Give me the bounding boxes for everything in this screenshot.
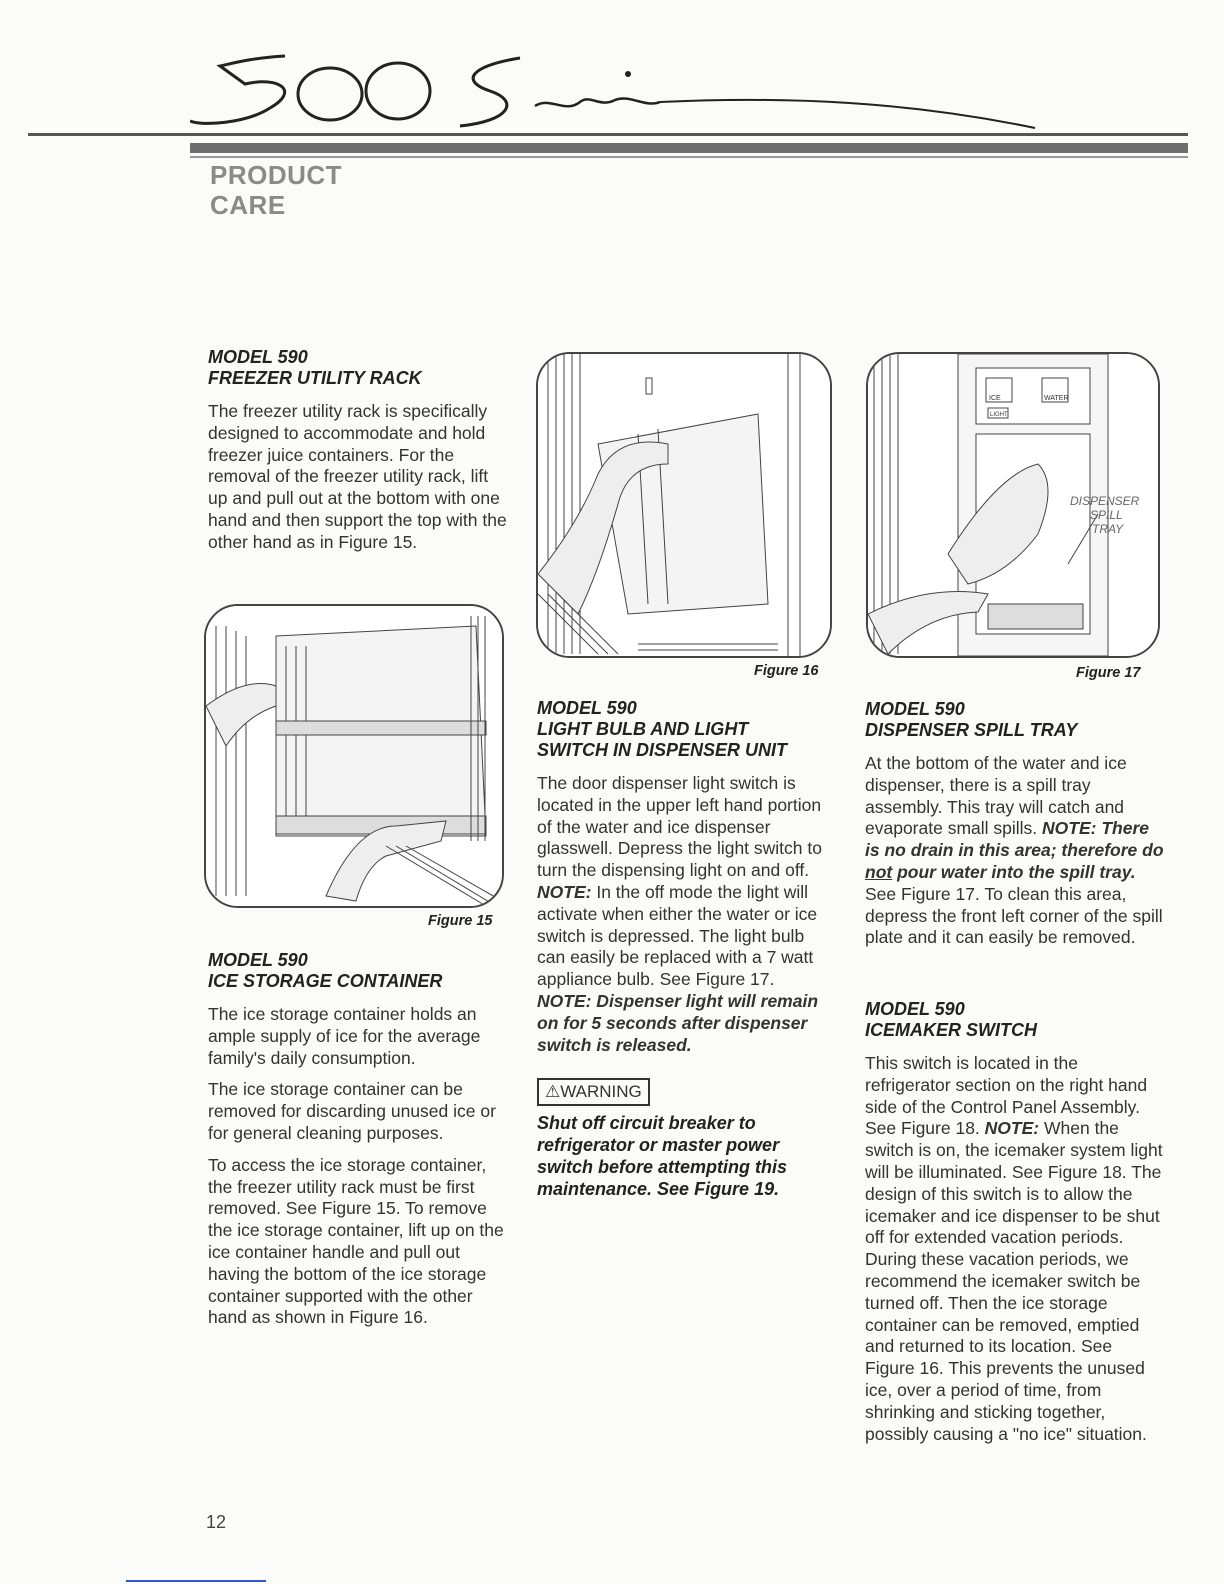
fig17-light-label: LIGHT (990, 412, 1008, 418)
figure-15-caption: Figure 15 (428, 913, 493, 929)
series-logo (190, 36, 1050, 146)
section-paragraph: To access the ice storage container, the freezer utility rack must be first removed. See Figure 15. To remove the ice storage container, lift up on the ice container handle and pull out having the bottom of the ice storage container supported with the other hand as shown in Figure 16. (208, 1154, 504, 1328)
section-heading: MODEL 590 LIGHT BULB AND LIGHT SWITCH IN DISPENSER UNIT (537, 698, 788, 760)
section-heading: MODEL 590 ICE STORAGE CONTAINER (208, 950, 443, 991)
warning-badge: ⚠WARNING (537, 1078, 650, 1106)
page-number: 12 (206, 1512, 227, 1532)
section-heading: MODEL 590 ICEMAKER SWITCH (865, 999, 1037, 1040)
section-freezer-rack (208, 347, 508, 564)
figure-17-caption: Figure 17 (1076, 665, 1141, 681)
warning-text: Shut off circuit breaker to refrigerator or master power switch before attempting this maintenance. See Figure 19. (537, 1113, 788, 1200)
header-rule-thin (28, 133, 1188, 136)
section-paragraph: The ice storage container can be removed for discarding unused ice or for general cleaning purposes. (208, 1079, 496, 1143)
figure-16-caption: Figure 16 (754, 663, 819, 679)
section-body: At the bottom of the water and ice dispenser, there is a spill tray assembly. This tray will catch and evaporate small spills. NOTE: There is no drain in this area; therefore do not pour water into the spill tray. See Figure 17. To clean this area, depress the front left corner of the spill plate and it can easily be removed. (865, 753, 1164, 948)
figure-16-illustration (536, 352, 832, 658)
section-ice-storage (208, 950, 508, 1339)
section-body: The freezer utility rack is specifically designed to accommodate and hold freezer juice containers. For the removal of the freezer utility rack, lift up and pull out at the bottom with one hand and then support the top with the other hand as in Figure 15. (208, 401, 507, 552)
section-spill-tray (865, 699, 1165, 959)
fig17-callout: DISPENSER SPILL TRAY (1070, 494, 1140, 536)
fig17-ice-label: ICE (989, 395, 1001, 402)
section-light-bulb (537, 698, 829, 1200)
section-heading: MODEL 590 FREEZER UTILITY RACK (208, 347, 422, 388)
section-body: The door dispenser light switch is located in the upper left hand portion of the water and ice dispenser glasswell. Depress the light switch to turn the dispensing light on and off. NOTE: In the off mode the light will activate when either the water or ice switch is depressed. The light bulb can easily be replaced with a 7 watt appliance bulb. See Figure 17. NOTE: Dispenser light will remain on for 5 seconds after dispenser switch is released. (537, 773, 822, 1055)
section-heading: MODEL 590 DISPENSER SPILL TRAY (865, 699, 1078, 740)
footer-link-underline (126, 1580, 266, 1582)
section-body: This switch is located in the refrigerator section on the right hand side of the Control Panel Assembly. See Figure 18. NOTE: When the switch is on, the icemaker system light will be illuminated. See Figure 18. The design of this switch is to allow the icemaker and ice dispenser to be shut off for extended vacation periods. During these vacation periods, we recommend the icemaker switch be turned off. Then the ice storage container can be removed, emptied and returned to its location. See Figure 16. This prevents the unused ice, over a period of time, from shrinking and sticking together, possibly causing a "no ice" situation. (865, 1053, 1163, 1444)
header-rule-under (190, 156, 1188, 158)
page-title: PRODUCT CARE (210, 160, 343, 220)
section-paragraph: The ice storage container holds an ample supply of ice for the average family's daily consumption. (208, 1004, 481, 1068)
section-icemaker (865, 999, 1165, 1455)
fig17-water-label: WATER (1044, 395, 1069, 402)
warning-icon: ⚠ (545, 1082, 561, 1102)
header-rule-thick (190, 143, 1188, 153)
figure-15-illustration (204, 604, 504, 908)
